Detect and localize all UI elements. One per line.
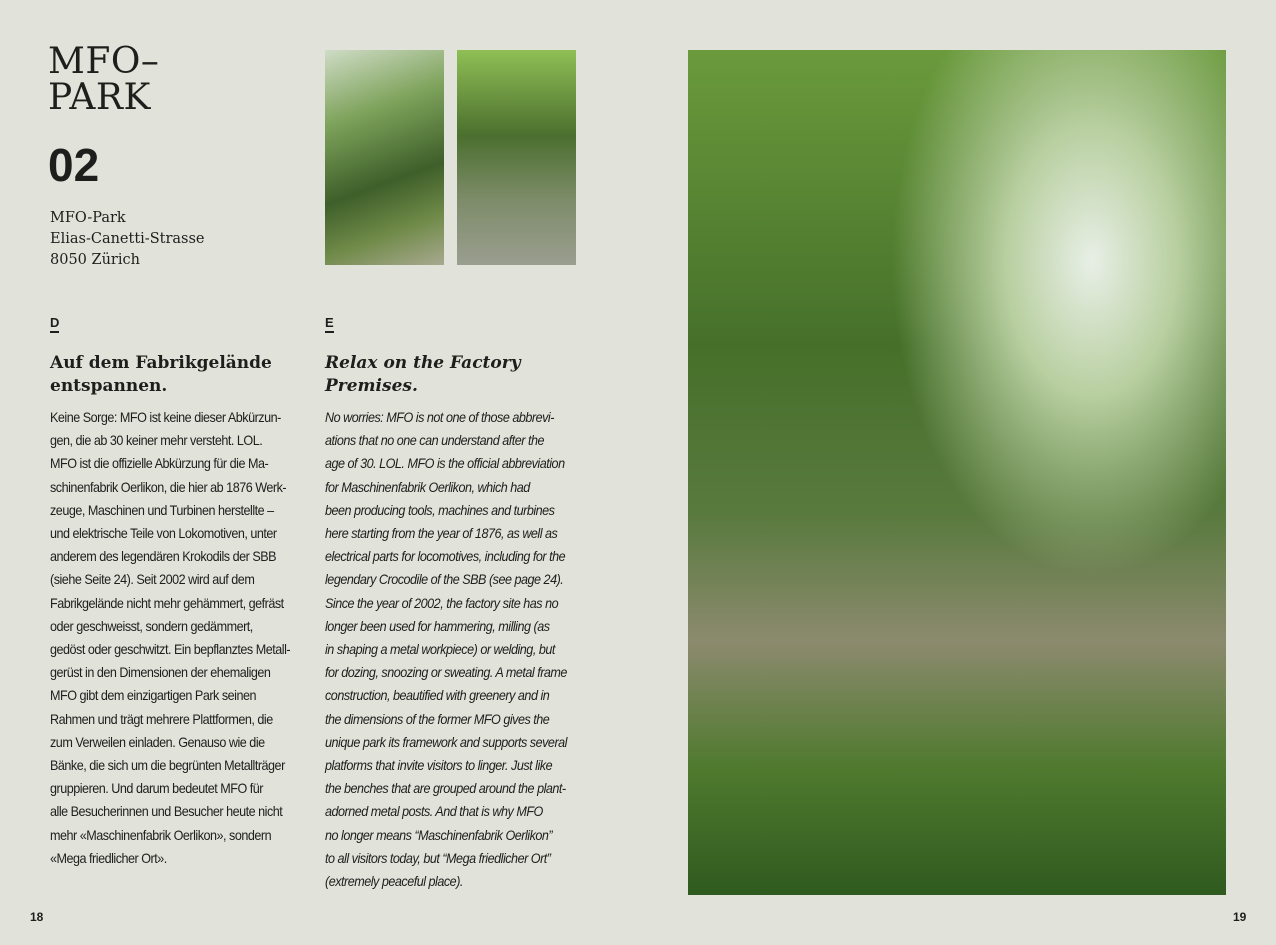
- photo-park-main: [688, 50, 1226, 895]
- body-line: (extremely peaceful place).: [325, 873, 463, 890]
- body-line: No worries: MFO is not one of those abbrevi-: [325, 409, 554, 425]
- body-line: und elektrische Teile von Lokomotiven, unter: [50, 525, 277, 542]
- body-line: Fabrikgelände nicht mehr gehämmert, gefräst: [50, 594, 284, 611]
- body-line: ations that no one can understand after the: [325, 432, 544, 449]
- body-line: in shaping a metal workpiece) or welding, but: [325, 641, 555, 658]
- body-line: no longer means “Maschinenfabrik Oerlikon”: [325, 826, 553, 843]
- heading-line: entspannen.: [50, 376, 168, 396]
- body-line: Keine Sorge: MFO ist keine dieser Abkürzun-: [50, 409, 281, 425]
- body-line: Bänke, die sich um die begrünten Metallträger: [50, 757, 285, 774]
- body-line: adorned metal posts. And that is why MFO: [325, 803, 543, 820]
- body-line: for dozing, snoozing or sweating. A metal frame: [325, 664, 567, 681]
- section-letter-d: D: [50, 315, 59, 333]
- body-line: gerüst in den Dimensionen der ehemaligen: [50, 664, 271, 681]
- body-line: electrical parts for locomotives, including for the: [325, 548, 566, 565]
- body-line: zum Verweilen einladen. Genauso wie die: [50, 733, 265, 750]
- body-line: to all visitors today, but “Mega friedlicher Ort”: [325, 849, 551, 866]
- title-line: PARK: [48, 77, 151, 118]
- page-title: [48, 41, 160, 118]
- body-line: (siehe Seite 24). Seit 2002 wird auf dem: [50, 571, 255, 588]
- photo-courtyard: [457, 50, 576, 265]
- address-line: Elias-Canetti-Strasse: [50, 231, 205, 247]
- body-line: Since the year of 2002, the factory site has no: [325, 594, 559, 611]
- body-line: legendary Crocodile of the SBB (see page 24).: [325, 571, 564, 588]
- english-body: [325, 406, 594, 893]
- heading-line: Auf dem Fabrikgelände: [50, 353, 272, 373]
- body-line: gedöst oder geschwitzt. Ein bepflanztes Metall-: [50, 641, 291, 658]
- heading-line: Relax on the Factory: [325, 353, 521, 373]
- address-line: 8050 Zürich: [50, 252, 140, 268]
- body-line: age of 30. LOL. MFO is the official abbreviation: [325, 455, 565, 472]
- german-section: [50, 314, 317, 870]
- body-line: here starting from the year of 1876, as well as: [325, 525, 558, 542]
- body-line: unique park its framework and supports several: [325, 733, 567, 750]
- english-section: [325, 314, 594, 893]
- address: [50, 208, 205, 271]
- photo-platform: [325, 50, 444, 265]
- body-line: alle Besucherinnen und Besucher heute nicht: [50, 803, 283, 820]
- german-body: [50, 406, 317, 870]
- body-line: zeuge, Maschinen und Turbinen herstellte –: [50, 501, 274, 518]
- body-line: «Mega friedlicher Ort».: [50, 849, 167, 866]
- section-letter-e: E: [325, 315, 334, 333]
- body-line: Rahmen und trägt mehrere Plattformen, die: [50, 710, 273, 727]
- body-line: gruppieren. Und darum bedeutet MFO für: [50, 780, 264, 797]
- body-line: schinenfabrik Oerlikon, die hier ab 1876 Werk-: [50, 478, 287, 495]
- body-line: oder geschweisst, sondern gedämmert,: [50, 617, 253, 634]
- body-line: anderem des legendären Krokodils der SBB: [50, 548, 277, 565]
- title-line: MFO–: [48, 41, 160, 82]
- body-line: been producing tools, machines and turbines: [325, 501, 555, 518]
- body-line: longer been used for hammering, milling (as: [325, 617, 550, 634]
- page-number-left: 18: [30, 910, 44, 924]
- body-line: platforms that invite visitors to linger. Just like: [325, 757, 553, 774]
- body-line: gen, die ab 30 keiner mehr versteht. LOL.: [50, 432, 263, 449]
- page-number-right: 19: [1233, 910, 1247, 924]
- body-line: MFO ist die offizielle Abkürzung für die Ma-: [50, 455, 269, 472]
- body-line: for Maschinenfabrik Oerlikon, which had: [325, 478, 530, 495]
- body-line: mehr «Maschinenfabrik Oerlikon», sondern: [50, 826, 272, 843]
- heading-line: Premises.: [325, 376, 418, 396]
- entry-number: 02: [48, 139, 100, 191]
- body-line: MFO gibt dem einzigartigen Park seinen: [50, 687, 257, 704]
- address-line: MFO-Park: [50, 210, 126, 226]
- body-line: construction, beautified with greenery and in: [325, 687, 550, 704]
- english-heading: [325, 352, 594, 398]
- body-line: the benches that are grouped around the plant-: [325, 780, 566, 797]
- body-line: the dimensions of the former MFO gives the: [325, 710, 550, 727]
- german-heading: [50, 352, 317, 398]
